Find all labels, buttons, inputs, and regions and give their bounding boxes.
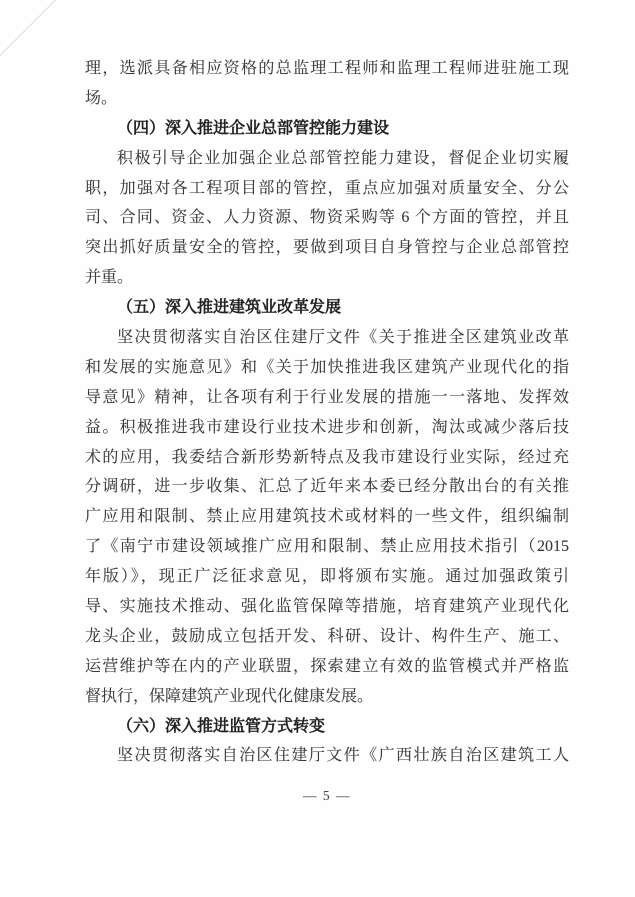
document-body	[85, 54, 569, 771]
section-heading: （六）深入推进监管方式转变	[117, 717, 326, 735]
text-line: 并重。	[85, 269, 134, 287]
text-line: 年版）》，现正广泛征求意见，即将颁布实施。通过加强政策引	[85, 568, 569, 586]
text-line: 导意见》精神，让各项有利于行业发展的措施一一落地、发挥效	[85, 388, 569, 406]
text-line: 司、合同、资金、人力资源、物资采购等 6 个方面的管控，并且	[85, 209, 569, 227]
text-line: 益。积极推进我市建设行业技术进步和创新，淘汰或减少落后技	[85, 418, 569, 436]
text-line: 分调研，进一步收集、汇总了近年来本委已经分散出台的有关推	[85, 478, 569, 496]
text-line: 导、实施技术推动、强化监管保障等措施，培育建筑产业现代化	[85, 598, 569, 616]
text-line: 场。	[85, 89, 118, 107]
text-line: 了《南宁市建设领域推广应用和限制、禁止应用技术指引（2015	[85, 538, 569, 556]
text-line: 龙头企业，鼓励成立包括开发、科研、设计、构件生产、施工、	[85, 627, 569, 645]
page-number: — 5 —	[303, 788, 351, 803]
text-line: 术的应用，我委结合新形势新特点及我市建设行业实际，经过充	[85, 448, 569, 466]
text-line: 突出抓好质量安全的管控，要做到项目自身管控与企业总部管控	[85, 239, 569, 257]
scan-corner-artifact-line	[0, 0, 57, 57]
text-line: 广应用和限制、禁止应用建筑技术或材料的一些文件，组织编制	[85, 508, 569, 526]
text-line: 运营维护等在内的产业联盟，探索建立有效的监管模式并严格监	[85, 657, 569, 675]
text-line: 积极引导企业加强企业总部管控能力建设，督促企业切实履	[117, 149, 569, 167]
section-heading: （四）深入推进企业总部管控能力建设	[117, 119, 390, 137]
text-line: 理，选派具备相应资格的总监理工程师和监理工程师进驻施工现	[85, 60, 569, 77]
text-line: 职，加强对各工程项目部的管控，重点应加强对质量安全、分公	[85, 179, 569, 197]
text-line: 和发展的实施意见》和《关于加快推进我区建筑产业现代化的指	[85, 358, 569, 376]
text-line: 督执行，保障建筑产业现代化健康发展。	[85, 687, 374, 705]
section-heading: （五）深入推进建筑业改革发展	[117, 299, 342, 317]
text-line: 坚决贯彻落实自治区住建厅文件《关于推进全区建筑业改革	[117, 329, 569, 347]
text-line: 坚决贯彻落实自治区住建厅文件《广西壮族自治区建筑工人	[117, 747, 569, 765]
page-footer	[85, 787, 569, 805]
